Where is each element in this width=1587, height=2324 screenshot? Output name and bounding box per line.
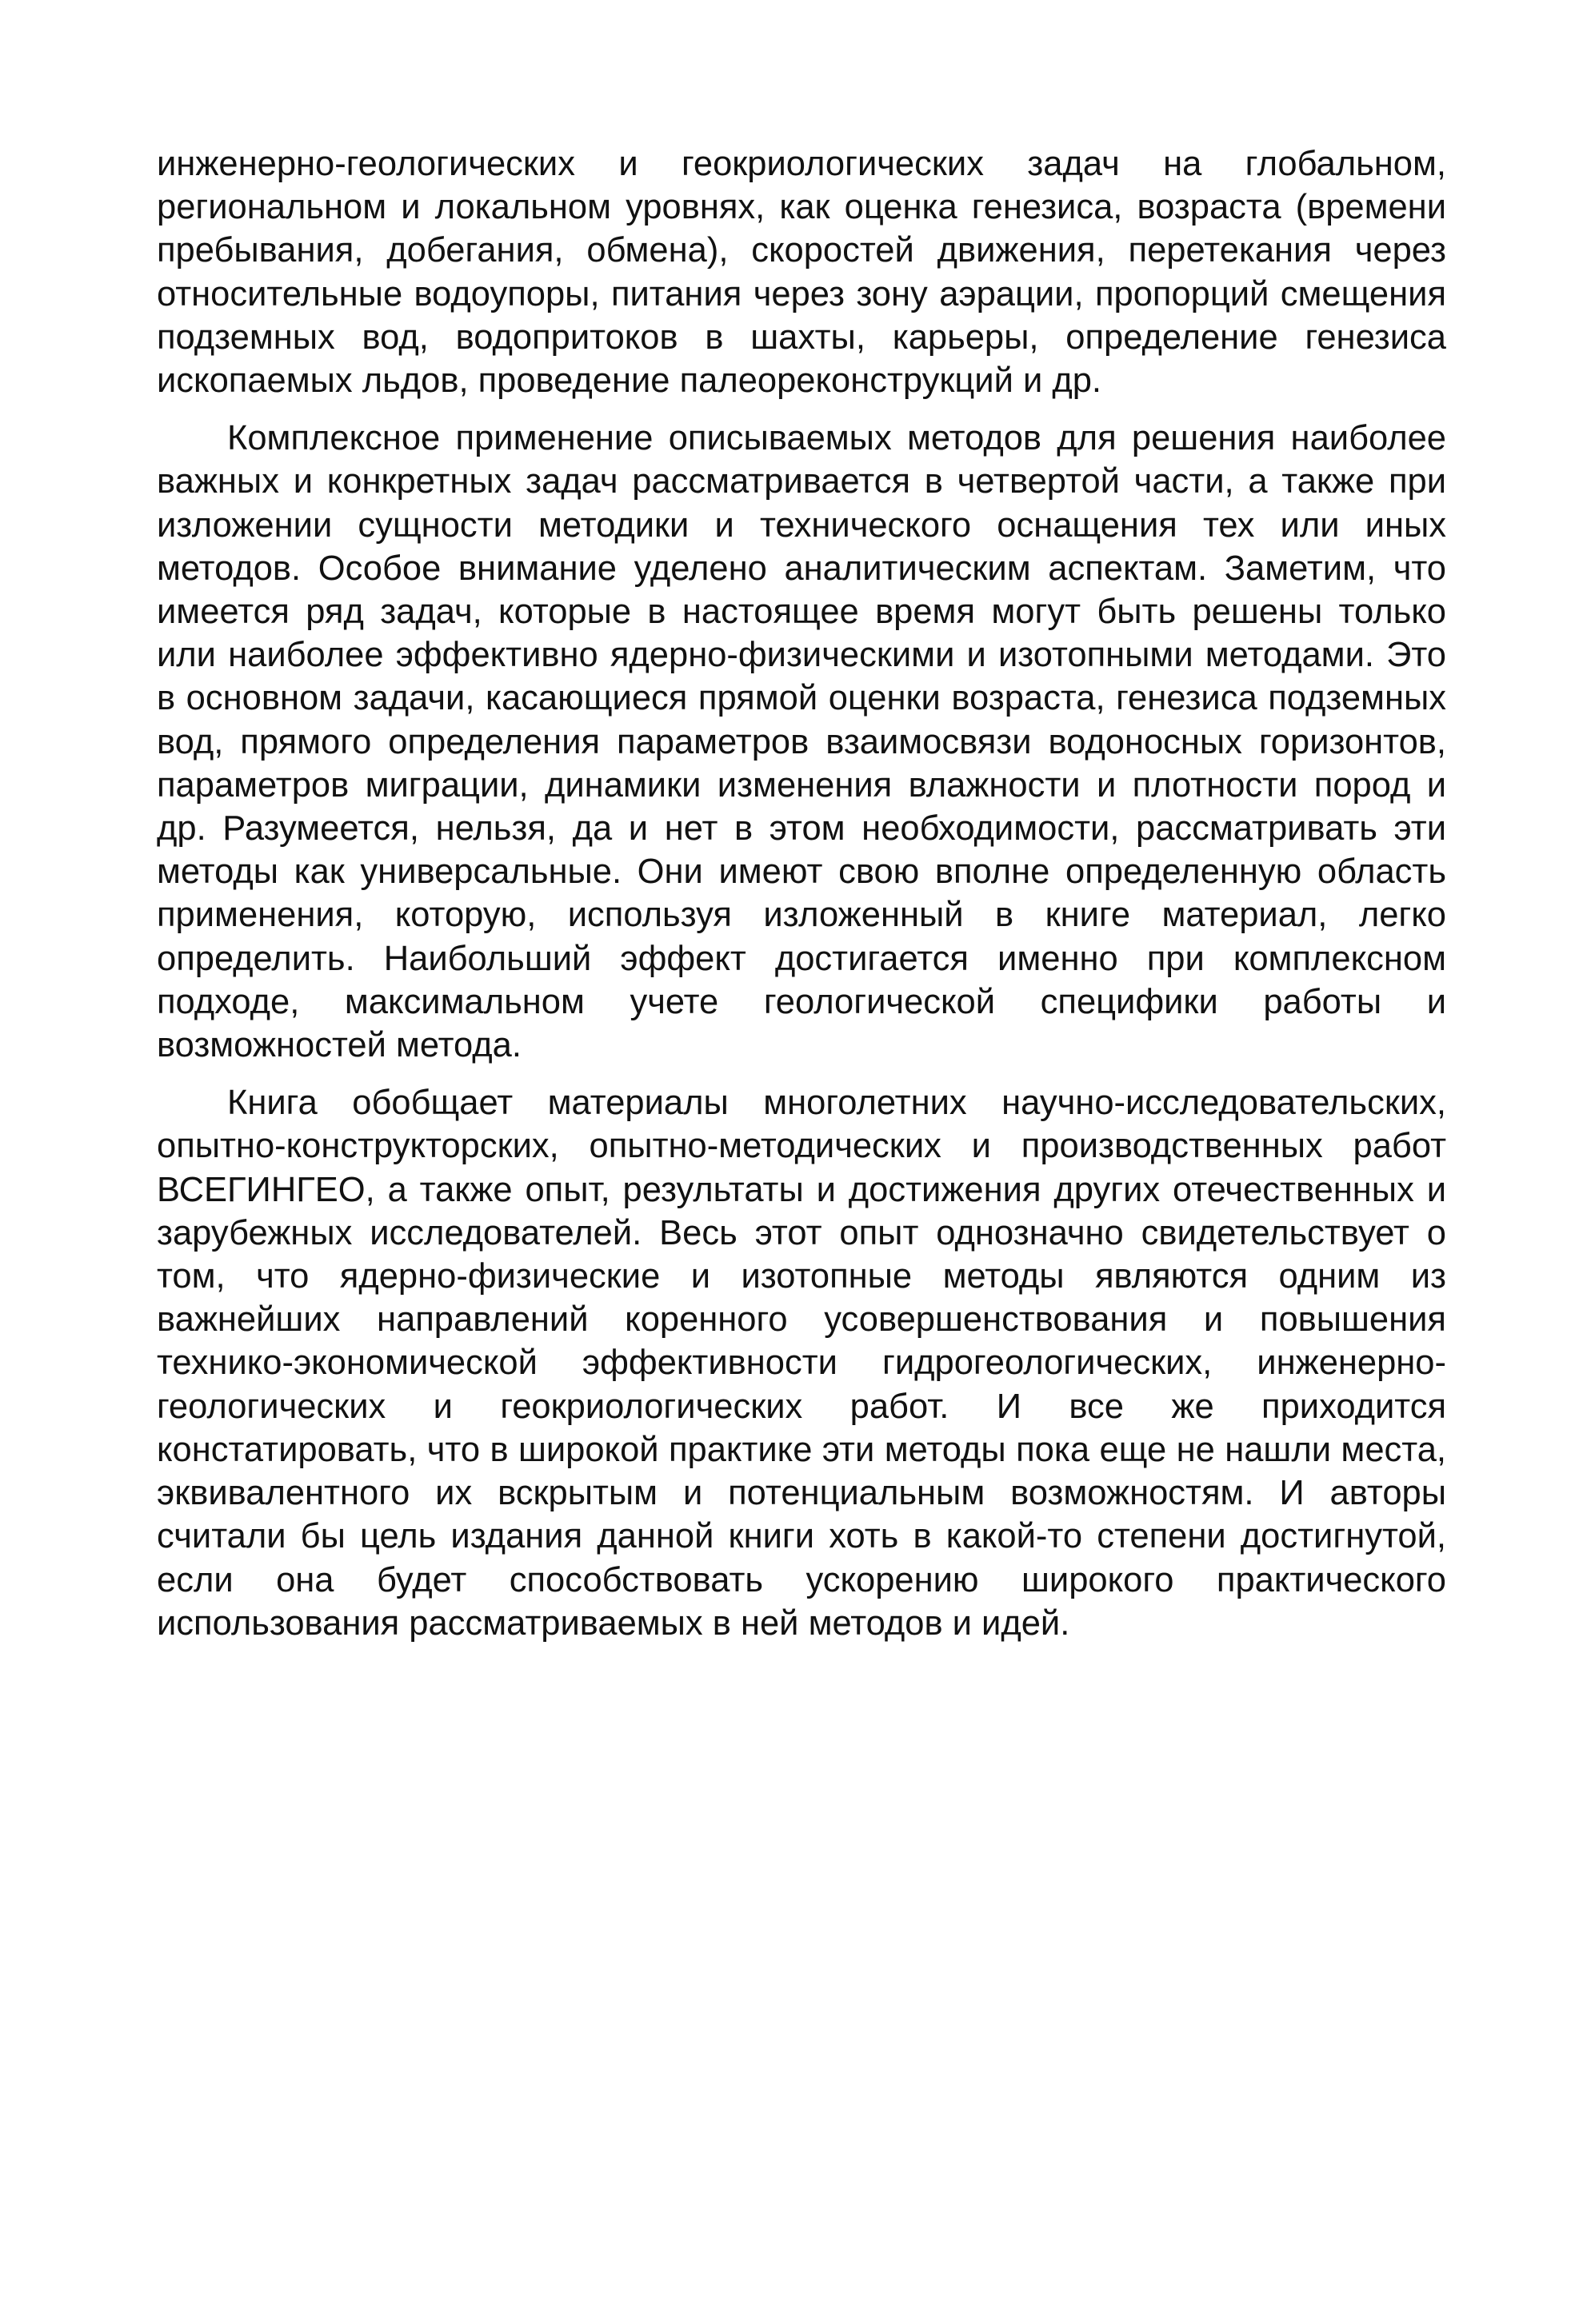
paragraph-book-summary: Книга обобщает материалы многолетних научно-исследовательских, опытно-конструкторских, опытно-методических и производственных работ ВСЕГИНГЕО, а также опыт, результаты и достижения других отечественных и зарубежных исследователей. Весь этот опыт однозначно свидетельствует о том, что ядерно-физические и изотопные методы являются одним из важнейших направлений коренного усовершенствования и повышения технико-экономической эффективности гидрогеологических, инженерно-геологических и геокриологических работ. И все же приходится констатировать, что в широкой практике эти методы пока еще не нашли места, эквивалентного их вскрытым и потенциальным возможностям. И авторы считали бы цель издания данной книги хоть в какой-то степени достигнутой, если она будет способствовать ускорению широкого практического использования рассматриваемых в ней методов и идей. — [157, 1084, 1446, 1643]
document-page — [157, 142, 1446, 1659]
paragraph-continuation: инженерно-геологических и геокриологических задач на глобальном, региональном и локальном уровнях, как оценка генезиса, возраста (времени пребывания, добегания, обмена), скоростей движения, перетекания через относительные водоупоры, питания через зону аэрации, пропорций смещения подземных вод, водопритоков в шахты, карьеры, определение генезиса ископаемых льдов, проведение палеореконструкций и др. — [157, 145, 1446, 401]
paragraph-complex-application: Комплексное применение описываемых методов для решения наиболее важных и конкретных задач рассматривается в четвертой части, а также при изложении сущности методики и технического оснащения тех или иных методов. Особое внимание уделено аналитическим аспектам. Заметим, что имеется ряд задач, которые в настоящее время могут быть решены только или наиболее эффективно ядерно-физическими и изотопными методами. Это в основном задачи, касающиеся прямой оценки возраста, генезиса подземных вод, прямого определения параметров взаимосвязи водоносных горизонтов, параметров миграции, динамики изменения влажности и плотности пород и др. Разумеется, нельзя, да и нет в этом необходимости, рассматривать эти методы как универсальные. Они имеют свою вполне определенную область применения, которую, используя изложенный в книге материал, легко определить. Наибольший эффект достигается именно при комплексном подходе, максимальном учете геологической специфики работы и возможностей метода. — [157, 419, 1446, 1065]
